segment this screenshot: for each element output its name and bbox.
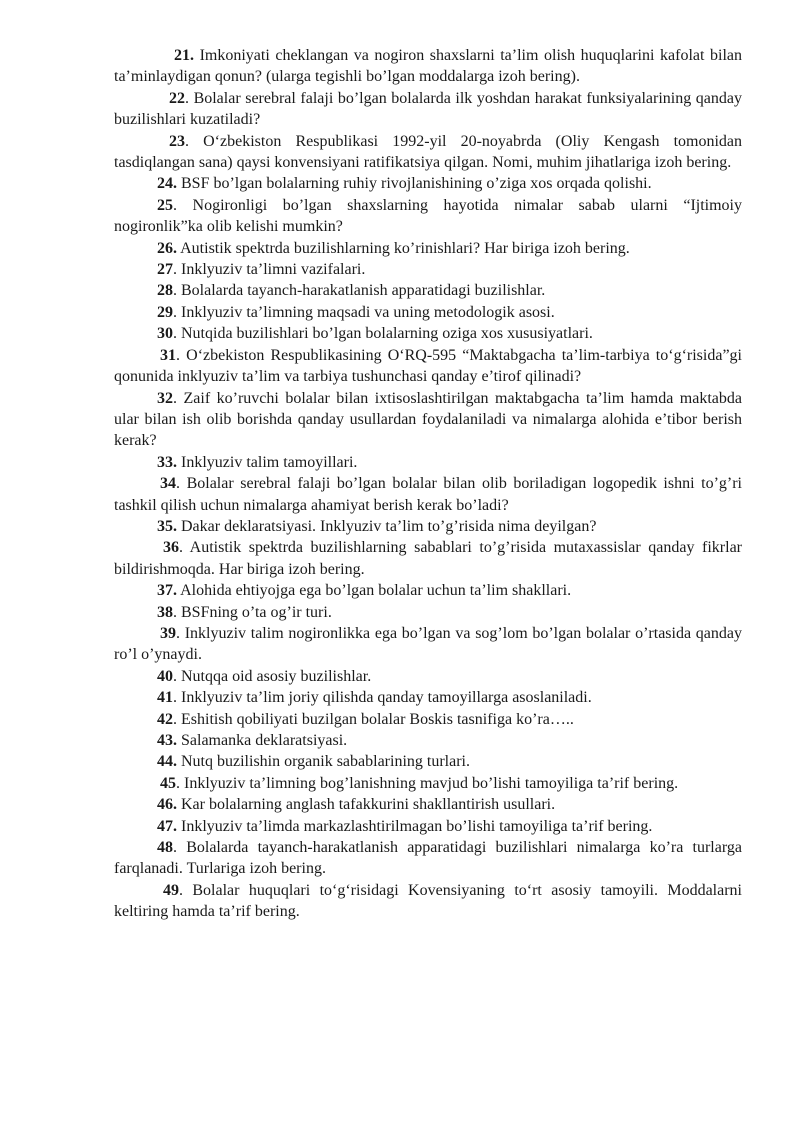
question-text: . Nogironligi bo’lgan shaxslarning hayotida nimalar sabab ularni “Ijtimoiy nogironlik”ka olib kelishi mumkin? [114,196,742,236]
question-21 [114,45,742,88]
question-number: 45 [160,774,176,792]
question-text: . O‘zbekiston Respublikasi 1992-yil 20-noyabrda (Oliy Kengash tomonidan tasdiqlangan sana) qaysi konvensiyani ratifikatsiya qilgan. Nomi, muhim jihatlariga izoh bering. [114,132,742,172]
question-number: 25 [157,196,173,214]
question-35 [114,516,742,537]
question-text: Inklyuziv talim tamoyillari. [177,453,358,471]
question-text: . Eshitish qobiliyati buzilgan bolalar Boskis tasnifiga ko’ra….. [173,710,574,728]
question-26 [114,238,742,259]
question-number: 48 [157,839,173,857]
question-36 [114,537,742,580]
question-number: 39 [160,624,176,642]
question-text: Imkoniyati cheklangan va nogiron shaxslarni ta’lim olish huquqlarini kafolat bilan ta’minlaydigan qonun? (ularga tegishli bo’lgan moddalarga izoh bering). [114,47,742,86]
question-number: 35. [157,517,177,535]
question-40 [114,666,742,687]
question-text: . Nutqqa oid asosiy buzilishlar. [173,667,372,685]
question-24 [114,173,742,194]
question-text: . BSFning o’ta og’ir turi. [173,603,332,621]
question-37 [114,580,742,601]
question-text: . Bolalar serebral falaji bo’lgan bolalar bilan olib boriladigan logopedik ishni to’g’ri tashkil qilish uchun nimalarga ahamiyat berish kerak bo’ladi? [114,475,742,514]
question-text: . O‘zbekiston Respublikasining O‘RQ-595 “Maktabgacha ta’lim-tarbiya to‘g‘risida”gi qonunida inklyuziv ta’lim va tarbiya tushunchasi qanday e’tirof qilinadi? [114,346,742,386]
question-number: 27 [157,261,173,279]
question-number: 23 [169,132,185,150]
question-39 [114,623,742,666]
question-45 [114,773,742,794]
question-number: 33. [157,453,177,471]
question-text: . Nutqida buzilishlari bo’lgan bolalarning oziga xos xususiyatlari. [173,325,593,343]
question-text: . Inklyuziv ta’limni vazifalari. [173,261,366,279]
question-number: 22 [169,89,185,107]
question-48 [114,837,742,880]
question-31 [114,345,742,388]
question-text: . Autistik spektrda buzilishlarning sabablari to’g’risida mutaxassislar qanday fikrlar bildirishmoqda. Har biriga izoh bering. [114,539,742,578]
question-number: 40 [157,667,173,685]
question-text: . Bolalar serebral falaji bo’lgan bolalarda ilk yoshdan harakat funksiyalarining qanday buzilishlari kuzatiladi? [114,89,742,129]
question-number: 44. [157,753,177,771]
question-number: 37. [157,582,177,600]
question-number: 24. [157,175,177,193]
question-number: 43. [157,732,177,749]
question-number: 41 [157,689,173,707]
question-30 [114,323,742,344]
question-number: 47. [157,817,177,835]
question-text: . Inklyuziv ta’limning maqsadi va uning metodologik asosi. [173,303,555,321]
question-33 [114,452,742,473]
question-text: . Inklyuziv ta’limning bog’lanishning mavjud bo’lishi tamoyiliga ta’rif bering. [176,774,679,792]
question-38 [114,602,742,623]
question-text: Autistik spektrda buzilishlarning ko’rinishlari? Har biriga izoh bering. [177,239,630,257]
question-23 [114,131,742,174]
question-text: Inklyuziv ta’limda markazlashtirilmagan bo’lishi tamoyiliga ta’rif bering. [177,817,653,835]
question-28 [114,280,742,301]
question-47 [114,816,742,837]
question-43 [114,730,742,751]
question-number: 21. [174,47,194,64]
question-text: Alohida ehtiyojga ega bo’lgan bolalar uchun ta’lim shakllari. [177,582,572,600]
question-text: . Bolalar huquqlari to‘g‘risidagi Kovensiyaning to‘rt asosiy tamoyili. Moddalarni keltiring hamda ta’rif bering. [114,881,742,921]
question-41 [114,687,742,708]
question-46 [114,794,742,815]
question-text: . Bolalarda tayanch-harakatlanish apparatidagi buzilishlar. [173,282,546,300]
question-number: 49 [163,881,179,899]
question-34 [114,473,742,516]
question-text: BSF bo’lgan bolalarning ruhiy rivojlanishining o’ziga xos orqada qolishi. [177,175,652,193]
question-number: 34 [160,475,176,493]
question-27 [114,259,742,280]
question-number: 29 [157,303,173,321]
question-number: 46. [157,796,177,814]
question-text: . Inklyuziv talim nogironlikka ega bo’lgan va sog’lom bo’lgan bolalar o’rtasida qanday ro’l o’ynaydi. [114,624,742,664]
question-number: 38 [157,603,173,621]
question-text: Salamanka deklaratsiyasi. [177,732,348,749]
question-list [114,45,742,923]
question-49 [114,880,742,923]
question-number: 31 [160,346,176,364]
question-number: 36 [163,539,179,557]
question-29 [114,302,742,323]
question-number: 42 [157,710,173,728]
question-44 [114,751,742,772]
question-22 [114,88,742,131]
question-number: 32 [157,389,173,407]
question-25 [114,195,742,238]
question-text: Nutq buzilishin organik sabablarining turlari. [177,753,470,771]
question-text: Dakar deklaratsiyasi. Inklyuziv ta’lim to’g’risida nima deyilgan? [177,517,597,535]
question-text: . Bolalarda tayanch-harakatlanish apparatidagi buzilishlari nimalarga ko’ra turlarga farqlanadi. Turlariga izoh bering. [114,839,742,878]
question-text: . Zaif ko’ruvchi bolalar bilan ixtisoslashtirilgan maktabgacha ta’lim hamda maktabda ular bilan ish olib borishda qanday usullardan foydalaniladi va nimalarga alohida e’tibor berish kerak? [114,389,742,450]
question-number: 30 [157,325,173,343]
question-text: Kar bolalarning anglash tafakkurini shakllantirish usullari. [177,796,556,814]
question-number: 28 [157,282,173,300]
question-32 [114,388,742,452]
question-42 [114,709,742,730]
question-text: . Inklyuziv ta’lim joriy qilishda qanday tamoyillarga asoslaniladi. [173,689,592,707]
question-number: 26. [157,239,177,257]
